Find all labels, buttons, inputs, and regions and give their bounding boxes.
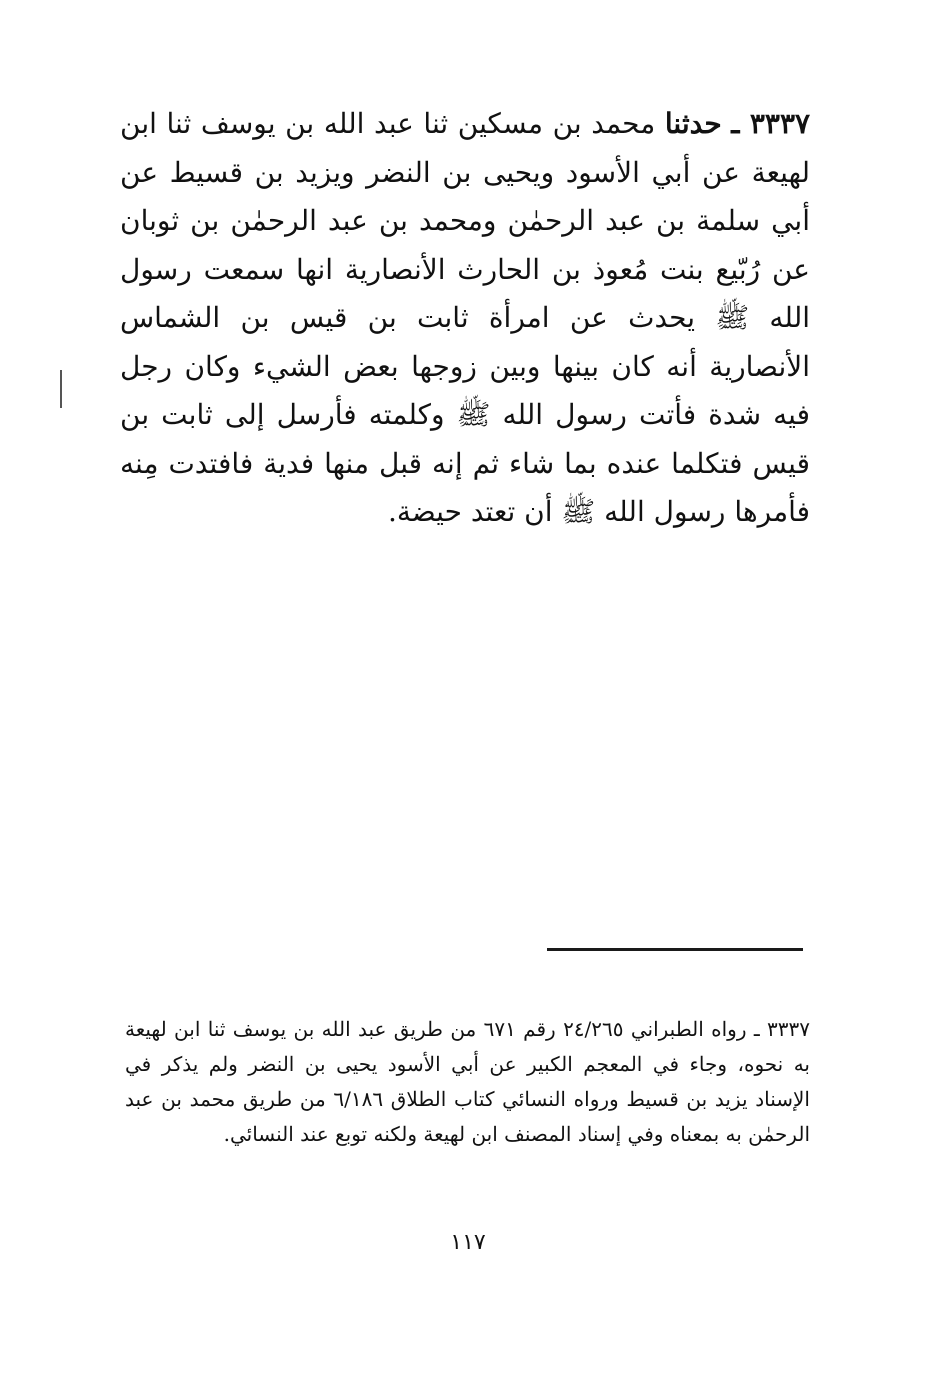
hadith-lead-word: حدثنا	[664, 107, 722, 140]
hadith-number: ٣٣٣٧ ـ	[731, 107, 811, 140]
footnote-text: رواه الطبراني ٢٤/٢٦٥ رقم ٦٧١ من طريق عبد الله بن يوسف ثنا ابن لهيعة به نحوه، وجاء في المعجم الكبير عن أبي الأسود يحيى بن النضر ولم يذكر في الإسناد يزيد بن قسيط ورواه النسائي كتاب الطلاق ٦/١٨٦ من طريق محمد بن عبد الرحمٰن به بمعناه وفي إسناد المصنف ابن لهيعة ولكنه توبع عند النسائي.	[125, 1017, 810, 1146]
hadith-paragraph	[120, 100, 810, 537]
footnote-divider	[547, 948, 803, 951]
footnote-paragraph	[125, 1012, 810, 1152]
hadith-text: محمد بن مسكين ثنا عبد الله بن يوسف ثنا ابن لهيعة عن أبي الأسود ويحيى بن النضر ويزيد بن قسيط عن أبي سلمة بن عبد الرحمٰن ومحمد بن عبد الرحمٰن بن ثوبان عن رُبّيع بنت مُعوذ بن الحارث الأنصارية انها سمعت رسول الله ﷺ يحدث عن امرأة ثابت بن قيس بن الشماس الأنصارية أنه كان بينها وبين زوجها بعض الشيء وكان رجل فيه شدة فأتت رسول الله ﷺ وكلمته فأرسل إلى ثابت بن قيس فتكلما عنده بما شاء ثم إنه قبل منها فدية فافتدت مِنه فأمرها رسول الله ﷺ أن تعتد حيضة.	[120, 107, 810, 528]
page-number: ١١٧	[450, 1230, 486, 1255]
footnote-number: ٣٣٣٧ ـ	[753, 1017, 810, 1041]
margin-mark	[60, 370, 62, 408]
